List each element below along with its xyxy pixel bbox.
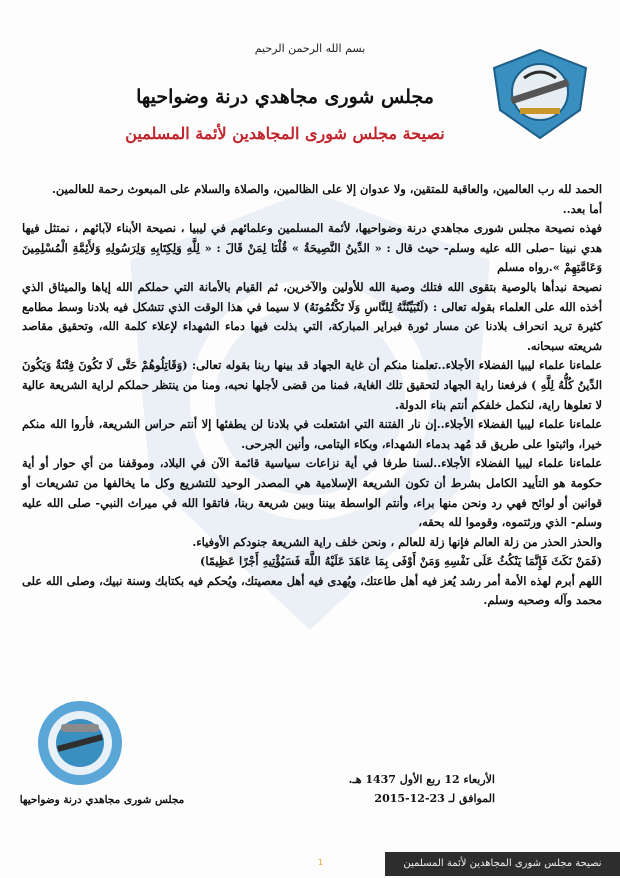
paragraph-amma-baad: أما بعد.. bbox=[562, 201, 602, 216]
page-number: 1 bbox=[318, 858, 324, 867]
paragraph-prayer: اللهم أبرم لهذه الأمة أمر رشد يُعز فيه أهل طاعتك، ويُهدى فيه أهل معصيتك، ويُحكم فيه بكتابك وسنة نبيك، وصلى الله على محمد وآله وصحبه وسلم. bbox=[22, 573, 602, 608]
council-emblem-icon bbox=[490, 48, 590, 140]
page-subtitle: نصيحة مجلس شورى المجاهدين لأئمة المسلمين bbox=[125, 124, 445, 143]
date-block bbox=[285, 770, 495, 808]
paragraph-jihad-goal: علماءنا علماء ليبيا الفضلاء الأجلاء..تعلمنا منكم أن غاية الجهاد قد بينها ربنا بقوله تعالى: (وَقَاتِلُوهُمْ حَتَّى لَا تَكُونَ فِتْنَةٌ وَيَكُونَ الدِّينُ كُلُّهُ لِلَّهِ ) فرفعنا راية الجهاد لتحقيق تلك الغاية، فمنا من قضى لأجلها نحبه، ومنا من ينتظر حملكم لراية الشريعة عالية لا تعلوها راية، لنكمل خلفكم أنتم بناء الدولة. bbox=[22, 358, 602, 412]
basmala: بسم الله الرحمن الرحيم bbox=[254, 42, 366, 55]
paragraph-verse: (فَمَنْ نَكَثَ فَإِنَّمَا يَنْكُثُ عَلَى نَفْسِهِ وَمَنْ أَوْفَى بِمَا عَاهَدَ عَلَيْهُ اللَّهَ فَسَيُؤْتِيهِ أَجْرًا عَظِيمًا) bbox=[199, 554, 602, 569]
letter-body bbox=[22, 180, 602, 611]
date-gregorian: الموافق لـ 23-12-2015 bbox=[374, 792, 495, 805]
page-title: مجلس شورى مجاهدي درنة وضواحيها bbox=[136, 86, 434, 108]
paragraph-position: علماءنا علماء ليبيا الفضلاء الأجلاء..لسنا طرفا في أية نزاعات سياسية قائمة الآن في البلاد، وموقفنا من أي حوار أو أية حكومة هو التأييد الكامل بشرط أن تكون الشريعة الإسلامية هي المصدر الوحيد للتشريع وكل ما يخالفها من تشريعات أو قوانين أو لوائح فهي رد ونحن منها براء، وأنتم الواسطة بيننا وبين شريعة ربنا، فاتقوا الله في ميراث النبي- صلى الله عليه وسلم- الذي ورثتموه، وقوموا لله بحقه، bbox=[22, 456, 602, 530]
paragraph-taqwa: نصيحة نبدأها بالوصية بتقوى الله فتلك وصية الله للأولين والآخرين، ثم القيام بالأمانة التي حملكم الله إياها والميثاق الذي أخذه الله على العلماء بقوله تعالى : (لَتُبَيِّنُنَّهُ لِلنَّاسِ وَلَا تَكْتُمُونَهُ) لا سيما في هذا الوقت الذي تتشكل فيه بلادنا وسط مطامع كثيرة تريد انحراف بلادنا عن مسار ثورة فبراير المباركة، التي بذلت فيها دماء الشهداء لإعلاء كلمة الله، وتحقيق مقاصد شريعته سبحانه. bbox=[22, 279, 602, 353]
paragraph-fitna: علماءنا علماء ليبيا الفضلاء الأجلاء..إن نار الفتنة التي اشتعلت في بلادنا لن يطفئها إلا أنتم حراس الشريعة، فأروا الله منكم خيرا، واثبتوا على طريق قد مُهد بدماء الشهداء، وبكاء اليتامى، وأنين الجرحى. bbox=[22, 417, 602, 451]
paragraph-opening: الحمد لله رب العالمين، والعاقبة للمتقين، ولا عدوان إلا على الظالمين، والصلاة والسلام على المبعوث رحمة للعالمين. bbox=[51, 182, 602, 196]
paragraph-advice-intro: فهذه نصيحة مجلس شورى مجاهدي درنة وضواحيها، لأئمة المسلمين وعلمائهم في ليبيا ، نصيحة الأبناء لآبائهم ، نمتثل فيها هدي نبينا –صلى الله عليه وسلم- حيث قال : « الدِّينُ النَّصِيحَةُ » قُلْنَا لِمَنْ قَالَ : « لِلَّهِ وَلِكِتَابِهِ وَلِرَسُولِهِ وَلأَئِمَّةِ الْمُسْلِمِينَ وَعَامَّتِهِمْ ».رواه مسلم bbox=[22, 221, 602, 275]
date-hijri: الأربعاء 12 ربع الأول 1437 هـ. bbox=[348, 773, 495, 786]
footer-caption-bar: نصيحة مجلس شورى المجاهدين لأئمة المسلمين bbox=[385, 852, 620, 876]
council-seal-icon bbox=[35, 698, 125, 788]
paragraph-warning: والحذر الحذر من زلة العالم فإنها زلة للعالم ، ونحن خلف راية الشريعة جنودكم الأوفياء. bbox=[192, 534, 602, 549]
seal-caption: مجلس شورى مجاهدي درنة وضواحيها bbox=[19, 794, 185, 806]
